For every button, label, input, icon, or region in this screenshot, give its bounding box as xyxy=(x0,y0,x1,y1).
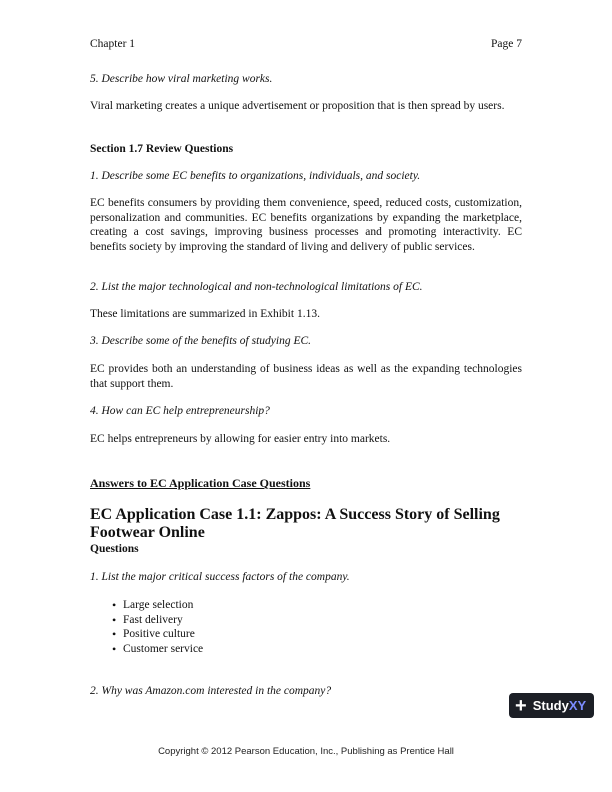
case-title: EC Application Case 1.1: Zappos: A Success Story of Selling Footwear Online xyxy=(90,506,500,541)
plus-icon: + xyxy=(515,694,527,717)
question-amazon-interest: 2. Why was Amazon.com interested in the company? xyxy=(90,685,332,697)
answer-viral-marketing: Viral marketing creates a unique advertisement or proposition that is then spread by users. xyxy=(90,100,505,112)
logo-text-accent: XY xyxy=(568,698,587,713)
answer-entrepreneurship: EC helps entrepreneurs by allowing for easier entry into markets. xyxy=(90,433,391,445)
list-item: • Fast delivery xyxy=(90,613,522,628)
header-chapter: Chapter 1 xyxy=(90,38,136,50)
question-success-factors: 1. List the major critical success factors of the company. xyxy=(90,571,350,583)
logo-text-main: Study xyxy=(532,698,569,713)
case-questions-label: Questions xyxy=(90,543,139,555)
list-item: • Large selection xyxy=(90,598,522,613)
question-viral-marketing: 5. Describe how viral marketing works. xyxy=(90,73,273,85)
success-factors-list xyxy=(90,598,522,656)
answer-ec-benefits: EC benefits consumers by providing them convenience, speed, reduced costs, customization, personalization and communities. EC benefits organizations by expanding the marketplace, creating a cost savings, improving business processes and promoting interactivity. EC benefits society by improving the standard of living and delivery of public services. xyxy=(90,197,522,253)
list-item: • Positive culture xyxy=(90,627,522,642)
section-title: Section 1.7 Review Questions xyxy=(90,143,234,155)
question-studying-ec: 3. Describe some of the benefits of studying EC. xyxy=(90,335,312,347)
question-ec-limitations: 2. List the major technological and non-technological limitations of EC. xyxy=(90,281,423,293)
footer-copyright: Copyright © 2012 Pearson Education, Inc., Publishing as Prentice Hall xyxy=(158,746,454,757)
answer-studying-ec: EC provides both an understanding of business ideas as well as the expanding technologies that support them. xyxy=(90,363,522,390)
question-ec-benefits: 1. Describe some EC benefits to organizations, individuals, and society. xyxy=(90,170,421,182)
answers-heading: Answers to EC Application Case Questions xyxy=(90,476,311,490)
logo-text xyxy=(533,698,586,713)
header-page-number: Page 7 xyxy=(491,38,522,50)
answer-ec-limitations: These limitations are summarized in Exhibit 1.13. xyxy=(90,308,320,320)
studyxy-logo xyxy=(509,693,594,718)
question-entrepreneurship: 4. How can EC help entrepreneurship? xyxy=(90,405,270,417)
list-item: • Customer service xyxy=(90,642,522,657)
